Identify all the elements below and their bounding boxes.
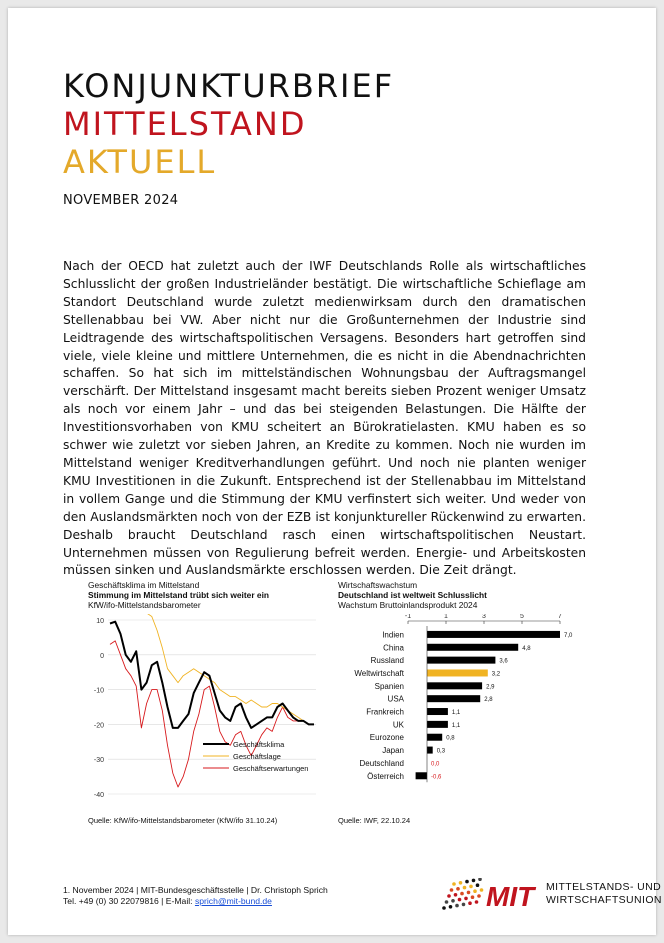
logo-dot: [475, 900, 479, 904]
chart2-note: Wachstum Bruttoinlandsprodukt 2024: [338, 600, 478, 610]
logo-dot: [480, 888, 484, 892]
bar: [427, 631, 560, 638]
x-tick-label: 3: [482, 614, 486, 620]
body-paragraph: Nach der OECD hat zuletzt auch der IWF Deutschlands Rolle als wirtschaftliches Schlusslicht der großen Industrieländer bestätigt. Die wirtschaftliche Schieflage am Standort Deutschland wurde zuletzt medienwirksam durch den dramatischen Stellenabbau bei VW. Aber nicht nur die Großunternehmen der Industrie sind Leidtragende des wirtschaftspolitischen Versagens. Besonders hart getroffen sind viele, viele kleine und mittlere Unternehmen, die es nicht in die Abendnachrichten schaffen. So hat sich im mittelständischen Wohnungsbau der Auftragsmangel verschärft. Der Mittelstand insgesamt macht bereits sieben Prozent weniger Umsatz als noch vor einem Jahr – und das bei steigenden Belastungen. Die Hälfte der Investitionsvorhaben von KMU scheitert an Bürokratielasten. KMU haben es so schwer wie zuletzt vor sieben Jahren, an Kredite zu kommen. Noch nie wurden im Mittelstand weniger Kreditverhandlungen geführt. Und noch nie planten weniger KMU Investitionen in die Zukunft. Entsprechend ist der Stellenabbau im Mittelstand in vollem Gange und die Stimmung der KMU verfinstert sich weiter. Und weder von den Auslandsmärkten noch von der EZB ist konjunktureller Rückenwind zu erwarten. Deshalb braucht Deutschland rasch einen wirtschaftspolitischen Neustart. Unternehmen müssen von Regulierung befreit werden. Energie- und Arbeitskosten müssen sinken und Auslandsmärkte erschlossen werden. Die Zeit drängt.: [63, 259, 586, 578]
footer-line-2: [63, 896, 328, 907]
category-label: Weltwirtschaft: [354, 668, 404, 678]
x-tick-label: 5: [520, 614, 524, 620]
logo-dot: [460, 892, 464, 896]
y-tick-label: -20: [93, 722, 104, 730]
logo-line-2: WIRTSCHAFTSUNION: [546, 894, 662, 906]
logo-dot: [464, 897, 468, 901]
chart2-subtitle: Deutschland ist weltweit Schlusslicht: [338, 590, 487, 600]
bar: [427, 721, 448, 728]
category-label: USA: [387, 694, 404, 704]
data-label: 2,9: [486, 684, 495, 691]
chart1-subtitle: Stimmung im Mittelstand trübt sich weiter ein: [88, 590, 270, 600]
category-label: UK: [392, 720, 404, 730]
y-tick-label: 0: [100, 652, 104, 660]
title-line-2: MITTELSTAND: [63, 105, 307, 143]
logo-dot: [478, 878, 482, 881]
logo-text: [546, 881, 662, 907]
chart1-source: Quelle: KfW/ifo-Mittelstandsbarometer (KfW/ifo 31.10.24): [88, 816, 278, 825]
data-label: 3,2: [491, 671, 501, 678]
category-label: Japan: [382, 746, 404, 756]
chart2-source: Quelle: IWF, 22.10.24: [338, 816, 411, 825]
logo-line-1: MITTELSTANDS- UND: [546, 881, 662, 893]
logo-dot: [458, 898, 462, 902]
logo-dot: [459, 881, 463, 885]
footer-line-1: 1. November 2024 | MIT-Bundesgeschäftsstelle | Dr. Christoph Sprich: [63, 885, 328, 895]
category-label: Russland: [370, 656, 404, 666]
data-label: -0,6: [431, 774, 442, 781]
y-tick-label: -10: [93, 687, 104, 695]
growth-chart: [338, 580, 578, 830]
chart1-title: Geschäftsklima im Mittelstand: [88, 580, 200, 590]
category-label: Spanien: [374, 681, 404, 691]
x-tick-label: 1: [444, 614, 448, 620]
series-line: [110, 622, 314, 728]
chart1-note: KfW/ifo-Mittelstandsbarometer: [88, 600, 201, 610]
data-label: 3,6: [499, 658, 508, 665]
title-line-3: AKTUELL: [63, 143, 217, 181]
x-tick-label: 7: [558, 614, 562, 620]
footer-contact: Tel. +49 (0) 30 22079816 | E-Mail:: [63, 896, 195, 906]
data-label: 0,3: [436, 748, 446, 755]
data-label: 2,8: [484, 697, 493, 704]
logo-dot: [442, 906, 446, 910]
issue-date: NOVEMBER 2024: [63, 193, 179, 208]
document-page: [8, 8, 662, 935]
bar: [427, 708, 448, 715]
bar: [416, 772, 427, 779]
bar: [427, 657, 495, 664]
logo-dots-icon: [436, 878, 541, 914]
logo-dot: [476, 883, 480, 887]
logo-mark: MIT: [486, 881, 535, 912]
bar: [427, 747, 433, 754]
series-line: [110, 614, 314, 724]
logo-dot: [449, 905, 453, 909]
logo-dot: [473, 889, 477, 893]
logo-dot: [472, 879, 476, 883]
title-line-1: KONJUNKTURBRIEF: [63, 67, 395, 105]
logo-dot: [471, 895, 475, 899]
bar: [427, 695, 480, 702]
logo-dot: [452, 882, 456, 886]
data-label: 1,1: [451, 710, 461, 717]
logo-dot: [465, 880, 469, 884]
legend-label: Geschäftsklima: [233, 740, 285, 749]
category-label: Indien: [382, 630, 404, 640]
logo-dot: [450, 888, 454, 892]
footer: [63, 885, 328, 907]
logo-dot: [451, 899, 455, 903]
chart1-plot: [88, 614, 328, 814]
mit-logo: [436, 878, 662, 914]
category-label: China: [383, 643, 404, 653]
legend-label: Geschäftserwartungen: [233, 764, 309, 773]
category-label: Österreich: [367, 771, 404, 781]
chart2-title: Wirtschaftswachstum: [338, 580, 418, 590]
bar: [427, 734, 442, 741]
logo-dot: [455, 904, 459, 908]
data-label: 0,0: [431, 761, 440, 768]
data-label: 0,8: [446, 735, 455, 742]
y-tick-label: -30: [93, 757, 104, 765]
logo-dot: [462, 903, 466, 907]
chart2-plot: [338, 614, 578, 814]
logo-dot: [456, 887, 460, 891]
data-label: 7,0: [564, 632, 573, 639]
x-tick-label: -1: [404, 614, 412, 620]
bar: [427, 669, 488, 676]
logo-dot: [469, 885, 473, 889]
logo-dot: [454, 893, 458, 897]
category-label: Frankreich: [366, 707, 404, 717]
logo-dot: [447, 894, 451, 898]
y-tick-label: 10: [96, 618, 104, 625]
logo-dot: [463, 886, 467, 890]
y-tick-label: -40: [93, 792, 104, 799]
data-label: 4,8: [522, 645, 531, 652]
logo-dot: [477, 894, 481, 898]
bar: [427, 644, 518, 651]
category-label: Eurozone: [369, 733, 404, 743]
category-label: Deutschland: [359, 758, 404, 768]
legend-label: Geschäftslage: [233, 752, 281, 761]
logo-dot: [445, 900, 449, 904]
business-climate-chart: [88, 580, 328, 830]
logo-dot: [468, 901, 472, 905]
email-link[interactable]: sprich@mit-bund.de: [194, 896, 272, 906]
logo-dot: [467, 891, 471, 895]
bar: [427, 682, 482, 689]
data-label: 1,1: [451, 722, 461, 729]
